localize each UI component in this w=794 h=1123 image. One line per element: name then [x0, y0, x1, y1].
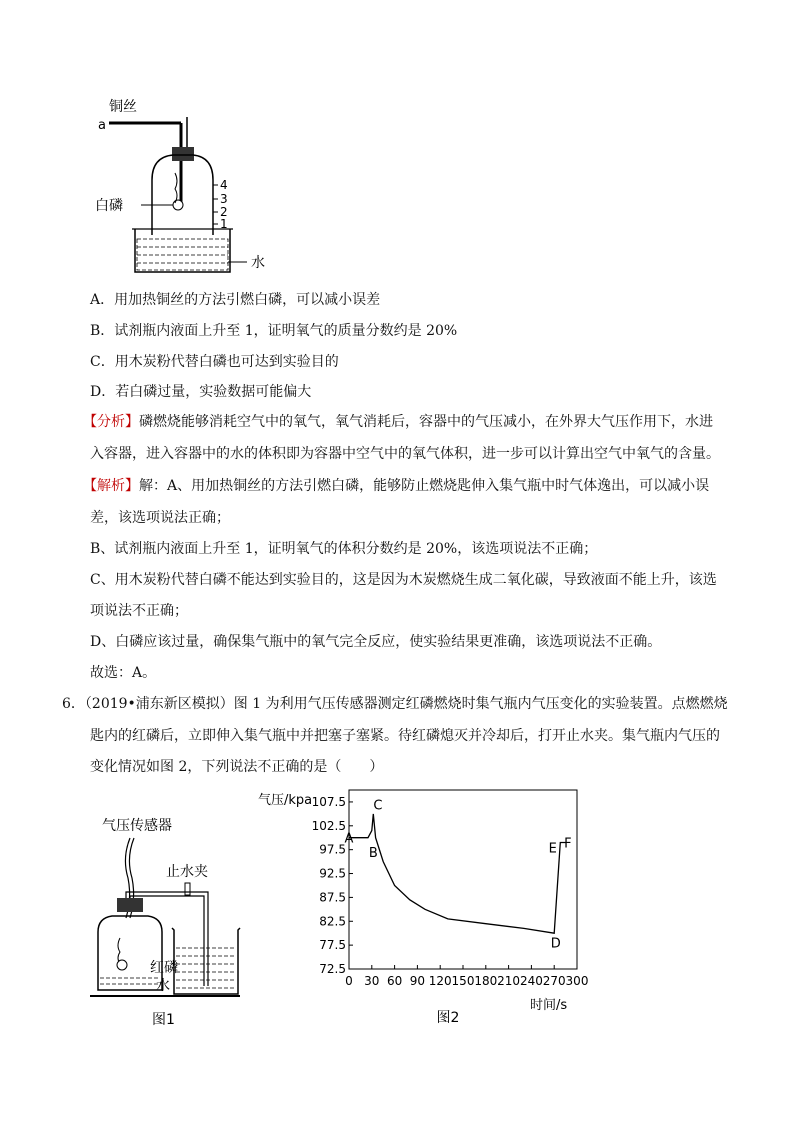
- water-trough: [135, 229, 230, 272]
- y-tick-label: 92.5: [319, 866, 346, 881]
- analysis-line-2: 入容器，进入容器中的水的体积即为容器中空气中的氧气体积，进一步可以计算出空气中氧气的含量。: [90, 446, 720, 462]
- scale-mark-4: 4: [220, 178, 228, 192]
- scale-mark-2: 2: [220, 205, 228, 219]
- x-tick-label: 270: [542, 974, 566, 988]
- phosphorus-spoon: [173, 200, 183, 210]
- x-tick-label: 30: [364, 974, 380, 988]
- explanation-line-1: 【解析】解：A、用加热铜丝的方法引燃白磷，能够防止燃烧匙伸入集气瓶中时气体逸出，可以减小误: [83, 478, 710, 494]
- y-tick-label: 102.5: [311, 818, 346, 833]
- bottle-stopper: [117, 898, 143, 912]
- x-tick-label: 120: [428, 974, 452, 988]
- plot-frame: [349, 790, 577, 969]
- copper-wire-label: 铜丝: [109, 99, 137, 115]
- pressure-series-line: [349, 814, 566, 933]
- y-axis-label: 气压/kpa: [258, 793, 313, 808]
- y-tick-label: 97.5: [319, 842, 346, 857]
- explanation-line-6: D、白磷应该过量，确保集气瓶中的氧气完全反应，使实验结果更准确，该选项说法不正确。: [90, 634, 662, 650]
- figure-2-caption: 图2: [436, 1010, 460, 1026]
- option-c: C．用木炭粉代替白磷也可达到实验目的: [90, 354, 339, 370]
- explanation-line-2: 差，该选项说法正确；: [90, 510, 230, 526]
- explanation-line-5: 项说法不正确；: [90, 603, 188, 619]
- question-6-line-1: 6．（2019•浦东新区模拟）图 1 为利用气压传感器测定红磷燃烧时集气瓶内气压变化的实验装置。点燃燃烧: [62, 696, 728, 712]
- analysis-tag: 【分析】: [83, 414, 139, 430]
- red-phosphorus-label: 红磷: [150, 960, 178, 976]
- x-tick-label: 60: [386, 974, 403, 988]
- combustion-spoon: [117, 960, 127, 970]
- x-tick-label: 150: [451, 974, 475, 988]
- y-tick-label: 77.5: [319, 938, 346, 953]
- option-d: D．若白磷过量，实验数据可能偏大: [90, 384, 312, 400]
- explanation-tag: 【解析】: [83, 478, 139, 494]
- beaker: [172, 928, 240, 994]
- y-tick-label: 87.5: [319, 890, 346, 905]
- option-a: A．用加热铜丝的方法引燃白磷，可以减小误差: [90, 292, 381, 308]
- apparatus-figure-top: [95, 95, 275, 275]
- point-label-b: B: [368, 846, 378, 862]
- scale-mark-1: 1: [220, 217, 228, 231]
- option-b: B．试剂瓶内液面上升至 1，证明氧气的质量分数约是 20%: [90, 323, 458, 339]
- point-label-a: A: [344, 831, 354, 847]
- x-tick-label: 300: [565, 974, 589, 988]
- analysis-line-1: 【分析】磷燃烧能够消耗空气中的氧气，氧气消耗后，容器中的气压减小，在外界大气压作用下，水进: [83, 414, 713, 430]
- y-tick-label: 82.5: [319, 914, 346, 929]
- gas-bottle: [98, 916, 162, 990]
- point-label-f: F: [564, 836, 572, 852]
- x-tick-label: 210: [497, 974, 521, 988]
- answer-line: 故选：A。: [90, 665, 157, 681]
- water-label: 水: [251, 255, 265, 271]
- point-label-c: C: [373, 798, 383, 814]
- x-tick-label: 240: [519, 974, 543, 988]
- connecting-tube: [90, 882, 131, 900]
- x-tick-label: 180: [474, 974, 498, 988]
- stopper: [172, 147, 194, 161]
- explanation-line-4: C、用木炭粉代替白磷不能达到实验目的，这是因为木炭燃烧生成二氧化碳，导致液面不能上升，该选: [90, 572, 717, 588]
- explanation-line-3: B、试剂瓶内液面上升至 1，证明氧气的体积分数约是 20%，该选项说法不正确；: [90, 541, 598, 557]
- figure-1-caption: 图1: [152, 1012, 175, 1028]
- point-label-d: D: [550, 936, 561, 952]
- x-tick-label: 90: [409, 974, 426, 988]
- apparatus-figure-1: [90, 790, 250, 1030]
- white-phosphorus-label: 白磷: [95, 198, 123, 214]
- scale-mark-3: 3: [220, 192, 228, 206]
- x-tick-label: 0: [345, 974, 353, 988]
- point-a-label: a: [98, 118, 106, 133]
- pressure-sensor-label: 气压传感器: [102, 818, 172, 834]
- pressure-chart: [252, 787, 612, 1037]
- question-6-line-3: 变化情况如图 2，下列说法不正确的是（ ）: [90, 759, 384, 775]
- question-6-line-2: 匙内的红磷后，立即伸入集气瓶中并把塞子塞紧。待红磷熄灭并冷却后，打开止水夹。集气瓶内气压的: [90, 728, 720, 744]
- y-tick-label: 107.5: [311, 794, 346, 809]
- water-clamp-label: 止水夹: [166, 864, 208, 880]
- y-tick-label: 72.5: [319, 962, 346, 976]
- water-label-fig1: 水: [156, 978, 170, 994]
- point-label-e: E: [548, 841, 557, 857]
- x-axis-label: 时间/s: [530, 998, 568, 1013]
